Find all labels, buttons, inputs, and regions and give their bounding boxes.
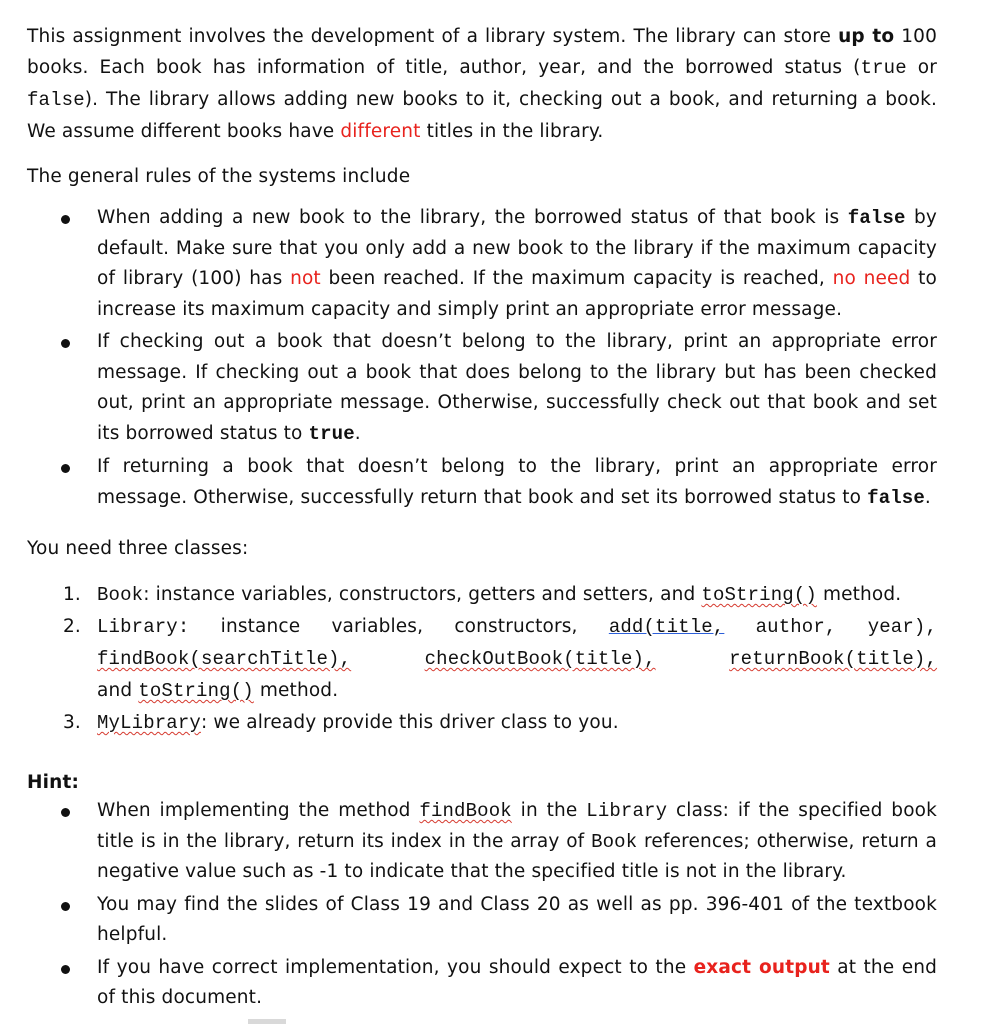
code-tostring: toString() [701,584,817,606]
hint-item-findbook: When implementing the method findBook in the Library class: if the specified book title is in the library, return its index in the array of Book references; otherwise, return a negative value such as -1 to indicate that the specified title is not in the library. [97,796,937,888]
red-not: not [290,268,321,289]
code-library: Library [586,800,668,822]
library-line-3: and toString() method. [97,680,339,702]
class-item-book: 1. Book: instance variables, constructors, getters and setters, and toString() method. [63,584,902,606]
bullet-icon [61,464,70,473]
intro-text-4: ). The library allows adding new books to it, checking out a book, and returning a book. We assume different books have [27,89,937,142]
rules-heading: The general rules of the systems include [27,166,411,187]
code-add: add(title, [608,616,725,638]
code-tostring: toString() [138,680,254,702]
red-no-need: no need [832,268,911,289]
library-line-2 [97,643,937,675]
rule-item-add: When adding a new book to the library, the borrowed status of that book is false by default. Make sure that you only add a new book to the library if the maximum capacity of library (100) has not been reached. If the maximum capacity is reached, no need to increase its maximum capacity and simply print an appropriate error message. [97,203,937,325]
library-line-1: Library: instance variables, constructors, add(title, author, year), [97,616,938,638]
code-checkoutbook: checkOutBook(title), [424,648,656,670]
intro-text-2: 100 books. Each book has information of title, author, year, and the borrowed status ( [27,26,937,78]
hints-list [97,796,937,1014]
classes-heading: You need three classes: [27,538,249,559]
class-item-mylibrary: 3. MyLibrary: we already provide this driver class to you. [63,712,619,734]
intro-paragraph [27,21,937,147]
code-false: false [847,207,906,229]
bullet-icon [61,965,70,974]
class-item-library: 2. Library: instance variables, constructors, add(title, author, year), findBook(searchTitle), checkOutBook(title), returnBook(title), and toString() method. [97,611,937,707]
code-true: true [308,422,355,445]
code-returnbook: returnBook(title), [729,648,938,670]
intro-red-different: different [340,121,421,142]
hint-heading: Hint: [27,772,79,793]
code-findbook: findBook [419,800,512,822]
code-library: Library: [97,616,190,638]
bullet-icon [61,215,70,224]
red-exact-output: exact output [693,956,830,978]
intro-text-5: titles in the library. [420,121,604,142]
intro-text-1: This assignment involves the development of a library system. The library can store [27,26,839,47]
bullet-icon [61,808,70,817]
bullet-icon [61,902,70,911]
intro-text-3: or [906,57,937,78]
intro-bold-up-to: up to [838,26,895,47]
rule-item-checkout: If checking out a book that doesn’t belong to the library, print an appropriate error message. If checking out a book that does belong to the library but has been checked out, print an appropriate message. Otherwise, successfully check out that book and set its borrowed status to true. [97,327,937,449]
rule-item-return: If returning a book that doesn’t belong to the library, print an appropriate error message. Otherwise, successfully return that book and set its borrowed status to false. [97,452,937,513]
code-false: false [27,89,85,111]
code-mylibrary: MyLibrary [97,712,201,734]
hint-item-output: If you have correct implementation, you should expect to the exact output at the end of this document. [97,953,937,1014]
bullet-icon [61,339,70,348]
hint-item-slides: You may find the slides of Class 19 and Class 20 as well as pp. 396-401 of the textbook helpful. [97,890,937,951]
code-false: false [867,486,925,509]
classes-list [63,579,938,739]
code-book: Book [591,830,638,853]
rules-list [97,203,937,513]
code-book: Book [97,584,144,606]
page-edge-marker [248,1019,286,1024]
code-true: true [860,57,907,79]
code-findbook: findBook(searchTitle), [97,648,352,670]
